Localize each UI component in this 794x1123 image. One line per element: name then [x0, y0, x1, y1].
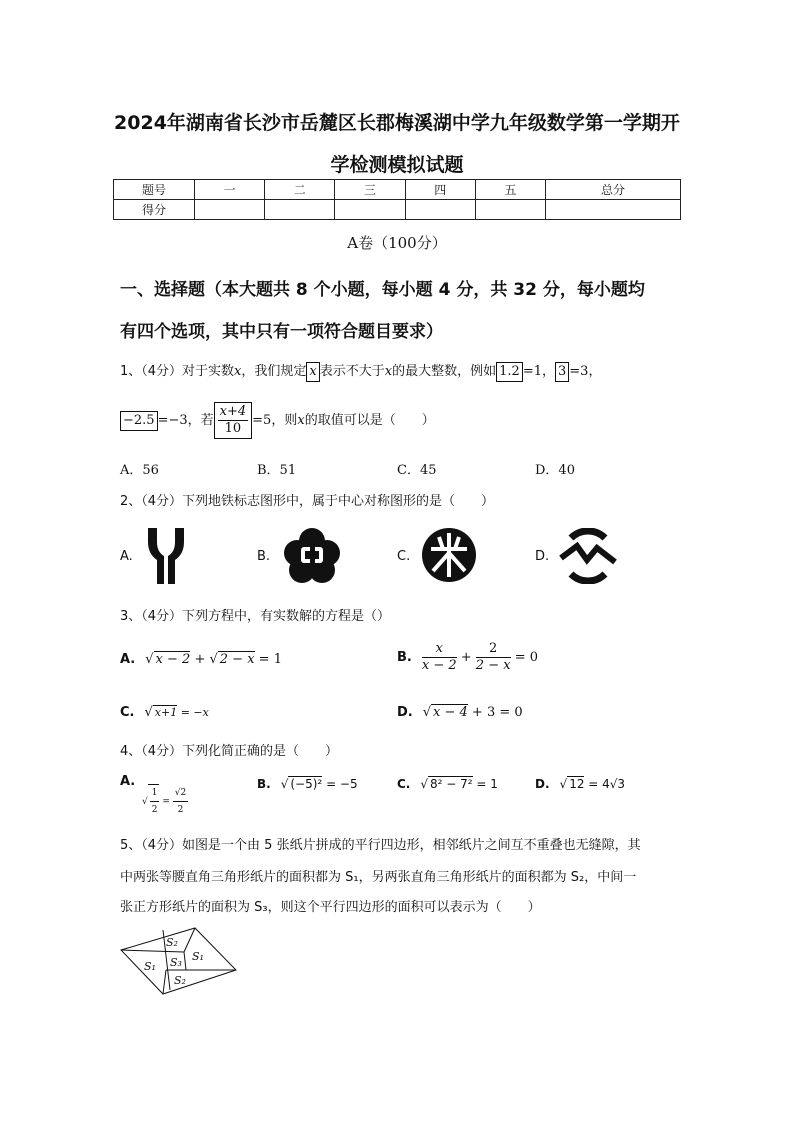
q1-var: x	[297, 413, 305, 428]
q3-text: 3、（4分）下列方程中，有实数解的方程是（）	[120, 609, 391, 624]
q1-bracket-x: x	[306, 362, 319, 382]
q1-var: x	[234, 364, 242, 379]
q4-c-tail: = 1	[472, 777, 498, 791]
q5-line-3: 张正方形纸片的面积为 S₃，则这个平行四边形的面积可以表示为（ ）	[120, 900, 541, 915]
q1-line-2	[120, 402, 435, 439]
q4-text: 4、（4分）下列化简正确的是（ ）	[120, 744, 339, 759]
q1-text: ，若	[187, 413, 214, 428]
q3-b-num-2: 2	[476, 641, 511, 658]
metro-logo-y-icon	[145, 528, 187, 584]
score-header-cell: 一	[195, 180, 265, 200]
q3-option-c-label: C.	[120, 705, 135, 720]
score-cell	[265, 200, 335, 220]
score-header-cell: 总分	[546, 180, 681, 200]
q4-a-rhs-num: √2	[173, 785, 188, 802]
q4-a-rhs-den: 2	[177, 805, 184, 815]
q1-option-b[interactable]: B．51	[257, 463, 297, 478]
q3-option-d-label: D.	[397, 705, 413, 720]
score-cell	[546, 200, 681, 220]
q1-text: 表示不大于	[319, 364, 385, 379]
q4-b-tail: = −5	[322, 777, 358, 791]
score-cell	[195, 200, 265, 220]
figure-label-s3: S₃	[170, 956, 182, 969]
score-header-cell: 二	[265, 180, 335, 200]
q4-option-b-label: B.	[257, 777, 271, 791]
score-table	[113, 179, 681, 220]
q4-option-d-label: D.	[535, 777, 550, 791]
q1-frac-den: 10	[224, 421, 242, 436]
q4-b-sqrt: (−5)²	[290, 777, 323, 791]
q3-option-b-label: B.	[397, 650, 412, 665]
q1-text: ，则	[271, 413, 298, 428]
q3-option-b[interactable]: B. $\frac{x}{x - 2}$ + $\frac{2}{2 - x}$ = 0	[397, 641, 538, 673]
q1-line-1: 1、（4分）对于实数x，我们规定 x 表示不大于x的最大整数，例如 1.2 =1， 3 =3，	[120, 360, 601, 382]
score-header-cell: 五	[475, 180, 545, 200]
score-row-label: 得分	[114, 200, 195, 220]
q3-option-a[interactable]: A. √ x − 2 + √ 2 − x = 1	[120, 652, 282, 667]
metro-logo-circle-icon	[421, 527, 477, 583]
score-table-score-row	[114, 200, 681, 220]
score-cell	[405, 200, 475, 220]
q3-c-tail: = −x	[177, 706, 209, 719]
q3-option-d[interactable]: D. √ x − 4 + 3 = 0	[397, 705, 523, 720]
q3-option-a-label: A.	[120, 652, 136, 667]
q4-a-expression: √ $\frac{1}{2}$ = $\frac{√2}{2}$	[142, 784, 188, 818]
q1-example-bracket: −2.5	[120, 411, 158, 431]
q4-d-sqrt: 12	[569, 777, 585, 791]
q3-c-sqrt: x+1	[154, 706, 178, 719]
q1-text: ，我们规定	[241, 364, 307, 379]
q1-example-bracket: 3	[555, 362, 569, 382]
q3-a-tail: = 1	[254, 652, 282, 667]
q1-text: 1、（4分）对于实数	[120, 364, 235, 379]
title-line-2: 学检测模拟试题	[330, 154, 464, 176]
q4-c-sqrt: 8² − 7²	[430, 777, 473, 791]
parallelogram-figure	[118, 926, 240, 998]
figure-label-s1-left: S₁	[144, 960, 156, 973]
q4-option-b[interactable]: B. √ (−5)² = −5	[257, 777, 358, 791]
q1-option-c[interactable]: C．45	[397, 463, 437, 478]
q1-option-d[interactable]: D．40	[535, 463, 575, 478]
volume-heading: A卷（100分）	[347, 234, 447, 252]
score-header-cell: 四	[405, 180, 475, 200]
q3-option-c[interactable]: C. √ x+1 = −x	[120, 705, 209, 720]
q1-example-bracket: 1.2	[496, 362, 523, 382]
q2-option-d-label[interactable]: D.	[535, 549, 550, 564]
figure-label-s1-right: S₁	[192, 950, 204, 963]
q2-option-c-label[interactable]: C.	[397, 549, 411, 564]
figure-label-s2-top: S₂	[166, 936, 178, 949]
q2-option-a-label[interactable]: A.	[120, 549, 133, 564]
metro-logo-wave-icon	[559, 528, 617, 584]
q1-example-value: =1	[522, 364, 542, 379]
q1-var: x	[384, 364, 393, 379]
q3-a-sqrt-1: x − 2	[155, 652, 191, 667]
q3-b-den-1: x − 2	[421, 658, 457, 673]
q2-option-b-label[interactable]: B.	[257, 549, 271, 564]
section1-line-1: 一、选择题（本大题共 8 个小题，每小题 4 分，共 32 分，每小题均	[120, 280, 645, 300]
q4-d-tail: = 4√3	[584, 777, 626, 791]
q3-b-num-1: x	[422, 641, 457, 658]
title-line-1: 2024年湖南省长沙市岳麓区长郡梅溪湖中学九年级数学第一学期开	[114, 112, 680, 134]
q4-a-inner-num: 1	[150, 785, 160, 802]
q1-text: 的取值可以是（ ）	[304, 413, 435, 428]
q1-example-value: =3	[569, 364, 589, 379]
metro-logo-flower-icon	[283, 527, 341, 585]
score-cell	[335, 200, 405, 220]
q1-eq: =5	[252, 413, 272, 428]
q1-frac-num: x+4	[219, 404, 247, 419]
q4-option-a-label: A.	[120, 774, 136, 789]
section1-line-2: 有四个选项，其中只有一项符合题目要求）	[120, 322, 443, 342]
q3-b-den-2: 2 − x	[475, 658, 511, 673]
q5-line-1: 5、（4分）如图是一个由 5 张纸片拼成的平行四边形，相邻纸片之间互不重叠也无缝隙，其	[120, 838, 641, 853]
q1-example-value: =−3	[157, 413, 188, 428]
q1-bracket-fraction	[214, 402, 253, 439]
q4-option-c[interactable]: C. √ 8² − 7² = 1	[397, 777, 498, 791]
q1-text: 的最大整数，例如	[392, 364, 497, 379]
q5-line-2: 中两张等腰直角三角形纸片的面积都为 S₁，另两张直角三角形纸片的面积都为 S₂，中间一	[120, 870, 637, 885]
score-cell	[475, 200, 545, 220]
score-table-header-row	[114, 180, 681, 200]
figure-label-s2-bottom: S₂	[174, 974, 186, 987]
score-header-cell: 题号	[114, 180, 195, 200]
q3-d-sqrt: x − 4	[433, 705, 468, 720]
q2-text: 2、（4分）下列地铁标志图形中，属于中心对称图形的是（ ）	[120, 494, 495, 509]
q3-d-tail: + 3 = 0	[467, 705, 523, 720]
q3-b-tail: = 0	[510, 650, 538, 665]
q4-option-c-label: C.	[397, 777, 411, 791]
q3-a-sqrt-2: 2 − x	[219, 652, 255, 667]
q4-a-inner-den: 2	[151, 805, 158, 815]
score-header-cell: 三	[335, 180, 405, 200]
q1-option-a[interactable]: A．56	[120, 463, 159, 478]
q4-option-d[interactable]: D. √ 12 = 4√3	[535, 777, 626, 791]
